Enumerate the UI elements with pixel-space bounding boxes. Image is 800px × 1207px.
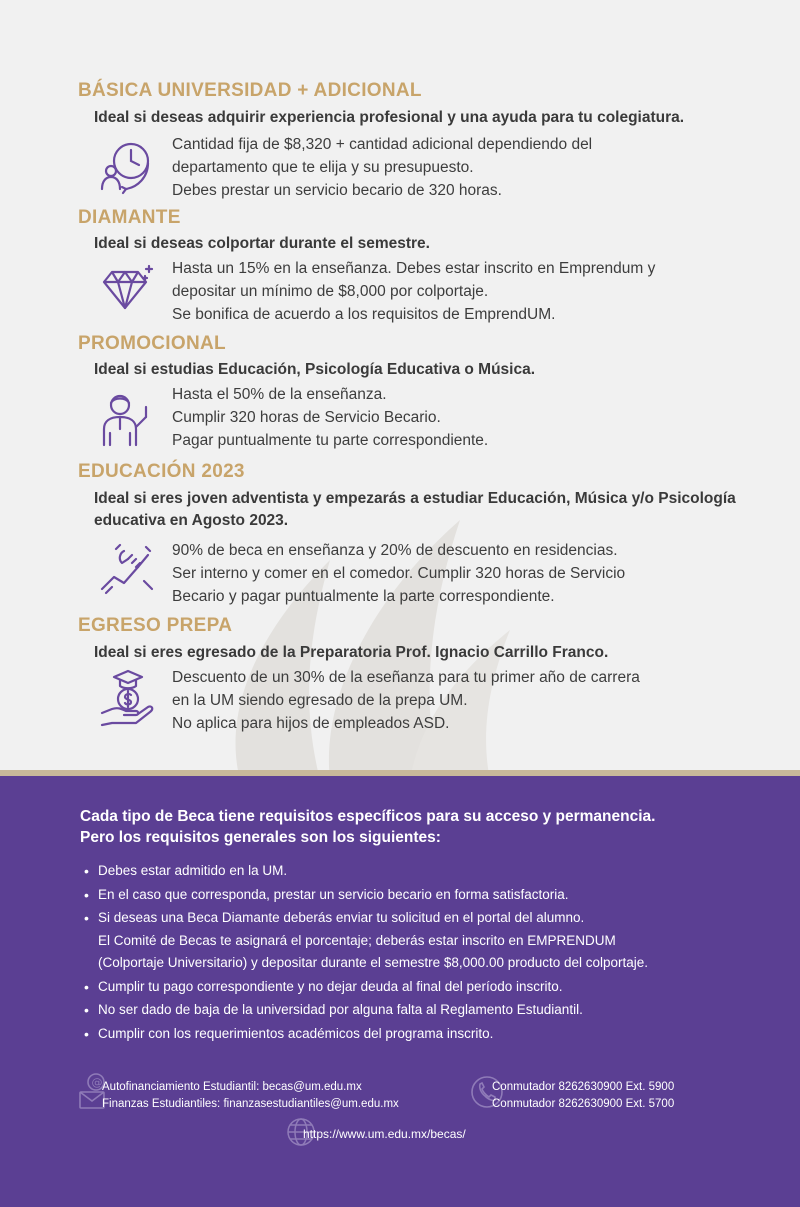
detail-line: en la UM siendo egresado de la prepa UM. (172, 692, 468, 709)
requirements-list (84, 860, 764, 1046)
requirement-text: • Debes estar admitido en la UM. (98, 863, 288, 878)
detail-line: Descuento de un 30% de la eseñanza para tu primer año de carrera (172, 669, 640, 686)
detail-line: Hasta un 15% en la enseñanza. Debes estar inscrito en Emprendum y (172, 260, 656, 277)
section-educacion-2023 (0, 461, 800, 611)
section-subtitle: Ideal si eres egresado de la Preparatoria Prof. Ignacio Carrillo Franco. (94, 644, 609, 661)
requirement-text: (Colportaje Universitario) y depositar durante el semestre $8,000.00 producto del colportaje. (98, 955, 649, 970)
requirements-heading-line: Cada tipo de Beca tiene requisitos específicos para su acceso y permanencia. (80, 808, 656, 825)
section-title: DIAMANTE (78, 207, 181, 228)
requirement-text: • En el caso que corresponda, prestar un servicio becario en forma satisfactoria. (98, 886, 569, 902)
section-details (172, 666, 732, 735)
section-basica (0, 80, 800, 205)
detail-line: Debes prestar un servicio becario de 320 horas. (172, 182, 502, 199)
section-details (172, 133, 732, 202)
section-title: EDUCACIÓN 2023 (78, 461, 245, 482)
section-subtitle: Ideal si eres joven adventista y empezarás a estudiar Educación, Música y/o Psicología educativa en Agosto 2023. (94, 490, 736, 529)
section-details (172, 539, 732, 608)
detail-line: Cantidad fija de $8,320 + cantidad adicional dependiendo del (172, 136, 593, 153)
contact-phone-2[interactable]: Conmutador 8262630900 Ext. 5700 (492, 1098, 675, 1110)
section-title: BÁSICA UNIVERSIDAD + ADICIONAL (78, 80, 422, 101)
detail-line: Cumplir 320 horas de Servicio Becario. (172, 409, 441, 426)
detail-line: Hasta el 50% de la enseñanza. (172, 386, 387, 403)
section-title: PROMOCIONAL (78, 333, 226, 354)
detail-line: Ser interno y comer en el comedor. Cumplir 320 horas de Servicio (172, 565, 626, 582)
section-promocional (0, 333, 800, 458)
requirement-text: • Cumplir tu pago correspondiente y no dejar deuda al final del período inscrito. (98, 978, 563, 994)
requirements-heading-line: Pero los requisitos generales son los siguientes: (80, 829, 441, 846)
contact-email-2[interactable]: Finanzas Estudiantiles: finanzasestudiantiles@um.edu.mx (102, 1098, 399, 1110)
section-subtitle: Ideal si deseas adquirir experiencia profesional y una ayuda para tu colegiatura. (94, 109, 685, 126)
teacher-icon (98, 389, 156, 447)
requirement-item (84, 1023, 764, 1046)
svg-text:@: @ (91, 1076, 103, 1089)
requirement-item (84, 884, 764, 907)
detail-line: No aplica para hijos de empleados ASD. (172, 715, 450, 732)
website-link[interactable]: https://www.um.edu.mx/becas/ (303, 1127, 466, 1141)
diamond-icon (98, 260, 156, 318)
section-subtitle: Ideal si estudias Educación, Psicología Educativa o Música. (94, 361, 536, 378)
section-title: EGRESO PREPA (78, 615, 233, 636)
contact-phone-1[interactable]: Conmutador 8262630900 Ext. 5900 (492, 1081, 675, 1093)
contact-email-1[interactable]: Autofinanciamiento Estudiantil: becas@um.edu.mx (102, 1081, 362, 1093)
scholarship-hand-icon (98, 669, 156, 727)
requirement-text: • Cumplir con los requerimientos académicos del programa inscrito. (98, 1025, 494, 1041)
requirements-heading (80, 806, 740, 848)
clock-person-icon (98, 137, 156, 195)
requirement-text: • Si deseas una Beca Diamante deberás enviar tu solicitud en el portal del alumno. (98, 910, 585, 925)
requirement-item (84, 860, 764, 883)
section-diamante (0, 207, 800, 332)
requirement-text: El Comité de Becas te asignará el porcentaje; deberás estar inscrito en EMPRENDUM (98, 932, 616, 948)
requirement-text: • No ser dado de baja de la universidad por alguna falta al Reglamento Estudiantil. (98, 1002, 583, 1017)
detail-line: 90% de beca en enseñanza y 20% de descuento en residencias. (172, 542, 618, 559)
requirement-item (84, 907, 764, 975)
detail-line: Becario y pagar puntualmente la parte correspondiente. (172, 588, 555, 605)
detail-line: Pagar puntualmente tu parte correspondiente. (172, 432, 489, 449)
section-details (172, 257, 732, 326)
section-egreso-prepa (0, 615, 800, 740)
section-subtitle: Ideal si deseas colportar durante el semestre. (94, 235, 430, 252)
section-details (172, 383, 732, 452)
requirements-panel (0, 776, 800, 1207)
detail-line: Se bonifica de acuerdo a los requisitos de EmprendUM. (172, 306, 556, 323)
detail-line: depositar un mínimo de $8,000 por colportaje. (172, 283, 489, 300)
handshake-icon (98, 541, 156, 599)
requirement-item (84, 976, 764, 999)
requirement-item (84, 999, 764, 1022)
detail-line: departamento que te elija y su presupuesto. (172, 159, 474, 176)
